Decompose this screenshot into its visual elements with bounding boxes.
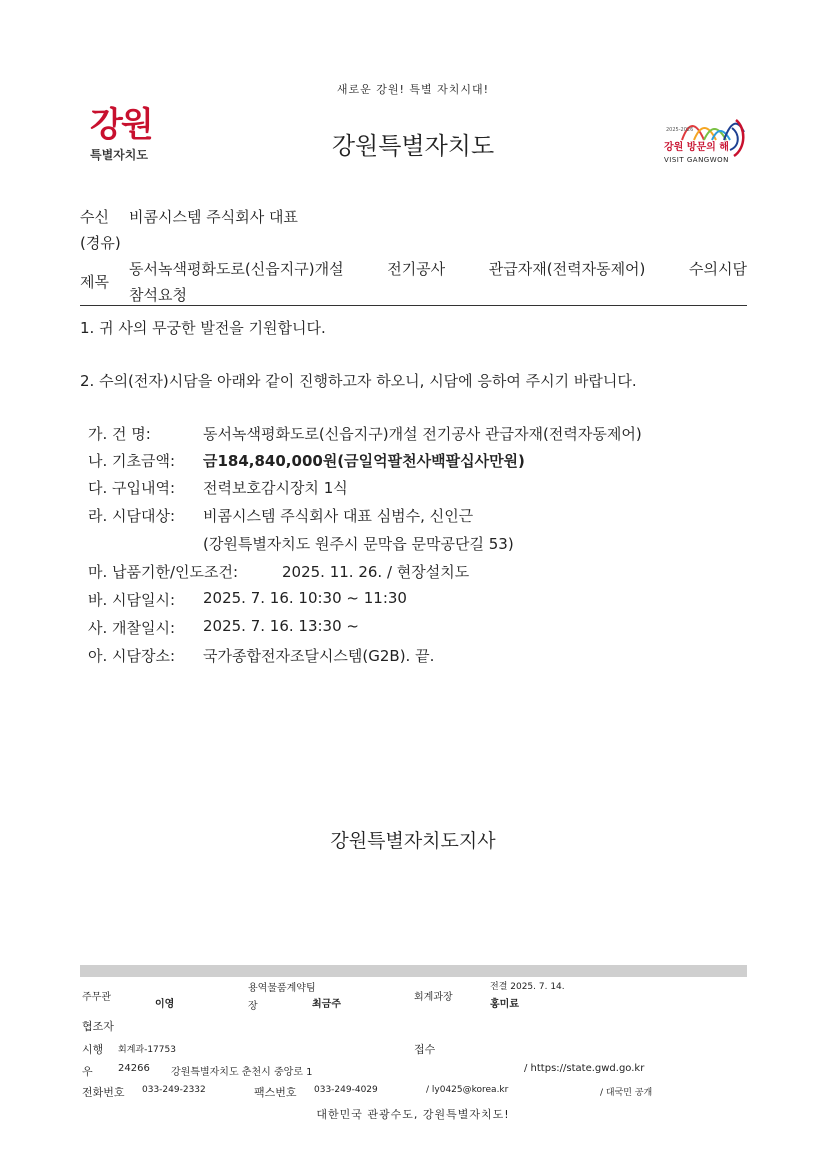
logo-sub: 특별자치도	[90, 148, 148, 162]
paragraph-2: 2. 수의(전자)시담을 아래와 같이 진행하고자 하오니, 시담에 응하여 주시기 바랍니다.	[80, 372, 637, 390]
divider	[80, 305, 747, 306]
issuer-name: 강원특별자치도지사	[330, 830, 496, 852]
approval-bar	[80, 965, 747, 977]
receive-label: 접수	[414, 1043, 436, 1056]
enforce-label: 시행	[82, 1043, 104, 1056]
item-price-value: 금184,840,000원(금일억팔천사백팔십사만원)	[203, 452, 525, 470]
item-name-label: 가. 건 명:	[88, 425, 151, 443]
org-title: 강원특별자치도	[331, 132, 495, 160]
header-slogan: 새로운 강원! 특별 자치시대!	[336, 83, 490, 96]
enforce-no: 회계과-17753	[118, 1045, 176, 1055]
logo-brand-en: VISIT GANGWON	[664, 156, 729, 164]
item-target-address: (강원특별자치도 원주시 문막읍 문막공단길 53)	[203, 535, 514, 553]
item-target-value: 비콤시스템 주식회사 대표 심범수, 신인근	[203, 507, 474, 525]
zip-label: 우	[82, 1065, 93, 1078]
drafter-label: 주무관	[82, 992, 111, 1003]
item-target-label: 라. 시담대상:	[88, 507, 176, 525]
final-note: 전결 2025. 7. 14.	[490, 982, 565, 992]
coop-label: 협조자	[82, 1020, 114, 1033]
item-date-value: 2025. 7. 16. 10:30 ~ 11:30	[203, 589, 407, 607]
recipient-label: 수신	[80, 208, 109, 226]
visit-gangwon-logo	[664, 112, 746, 172]
disclosure: / 대국민 공개	[600, 1088, 653, 1098]
drafter: 이영	[155, 999, 175, 1010]
item-place-label: 아. 시담장소:	[88, 647, 176, 665]
item-price-label: 나. 기초금액:	[88, 452, 176, 470]
reviewer-label-1: 용역물품계약팀	[248, 983, 316, 994]
recipient: 비콤시스템 주식회사 대표	[129, 208, 298, 226]
logo-mark: 강원	[90, 105, 152, 145]
item-purchase-label: 다. 구입내역:	[88, 479, 176, 497]
item-opening-value: 2025. 7. 16. 13:30 ~	[203, 617, 359, 635]
tel: 033-249-2332	[142, 1085, 206, 1095]
item-delivery-label: 마. 납품기한/인도조건:	[88, 563, 239, 581]
final-label: 회계과장	[414, 992, 453, 1003]
paragraph-1: 1. 귀 사의 무궁한 발전을 기원합니다.	[80, 319, 326, 337]
subject-label: 제목	[80, 273, 109, 291]
final-approver: 홍미료	[490, 999, 519, 1010]
address: 강원특별자치도 춘천시 중앙로 1	[171, 1067, 313, 1078]
email-link[interactable]: / ly0425@korea.kr	[426, 1085, 509, 1095]
item-opening-label: 사. 개찰일시:	[88, 619, 176, 637]
item-place-value: 국가종합전자조달시스템(G2B). 끝.	[203, 647, 435, 665]
via-label: (경유)	[80, 234, 121, 252]
tel-label: 전화번호	[82, 1086, 125, 1099]
reviewer: 최금주	[312, 999, 341, 1010]
fax-label: 팩스번호	[254, 1086, 297, 1099]
subject-line-1: 동서녹색평화도로(신읍지구)개설 전기공사 관급자재(전력자동제어) 수의시담	[129, 260, 747, 278]
logo-brand: 강원 방문의 해	[664, 142, 729, 153]
zip: 24266	[118, 1063, 150, 1074]
logo-years: 2025-2026	[666, 127, 694, 133]
subject-line-2: 참석요청	[129, 286, 187, 304]
bottom-slogan: 대한민국 관광수도, 강원특별자치도!	[316, 1108, 510, 1121]
swirl-icon	[726, 118, 746, 158]
homepage-link[interactable]: / https://state.gwd.go.kr	[524, 1063, 645, 1074]
item-name-value: 동서녹색평화도로(신읍지구)개설 전기공사 관급자재(전력자동제어)	[203, 425, 642, 443]
item-date-label: 바. 시담일시:	[88, 591, 176, 609]
item-purchase-value: 전력보호감시장치 1식	[203, 479, 348, 497]
reviewer-label-2: 장	[248, 1001, 258, 1012]
item-delivery-value: 2025. 11. 26. / 현장설치도	[282, 563, 470, 581]
fax: 033-249-4029	[314, 1085, 378, 1095]
